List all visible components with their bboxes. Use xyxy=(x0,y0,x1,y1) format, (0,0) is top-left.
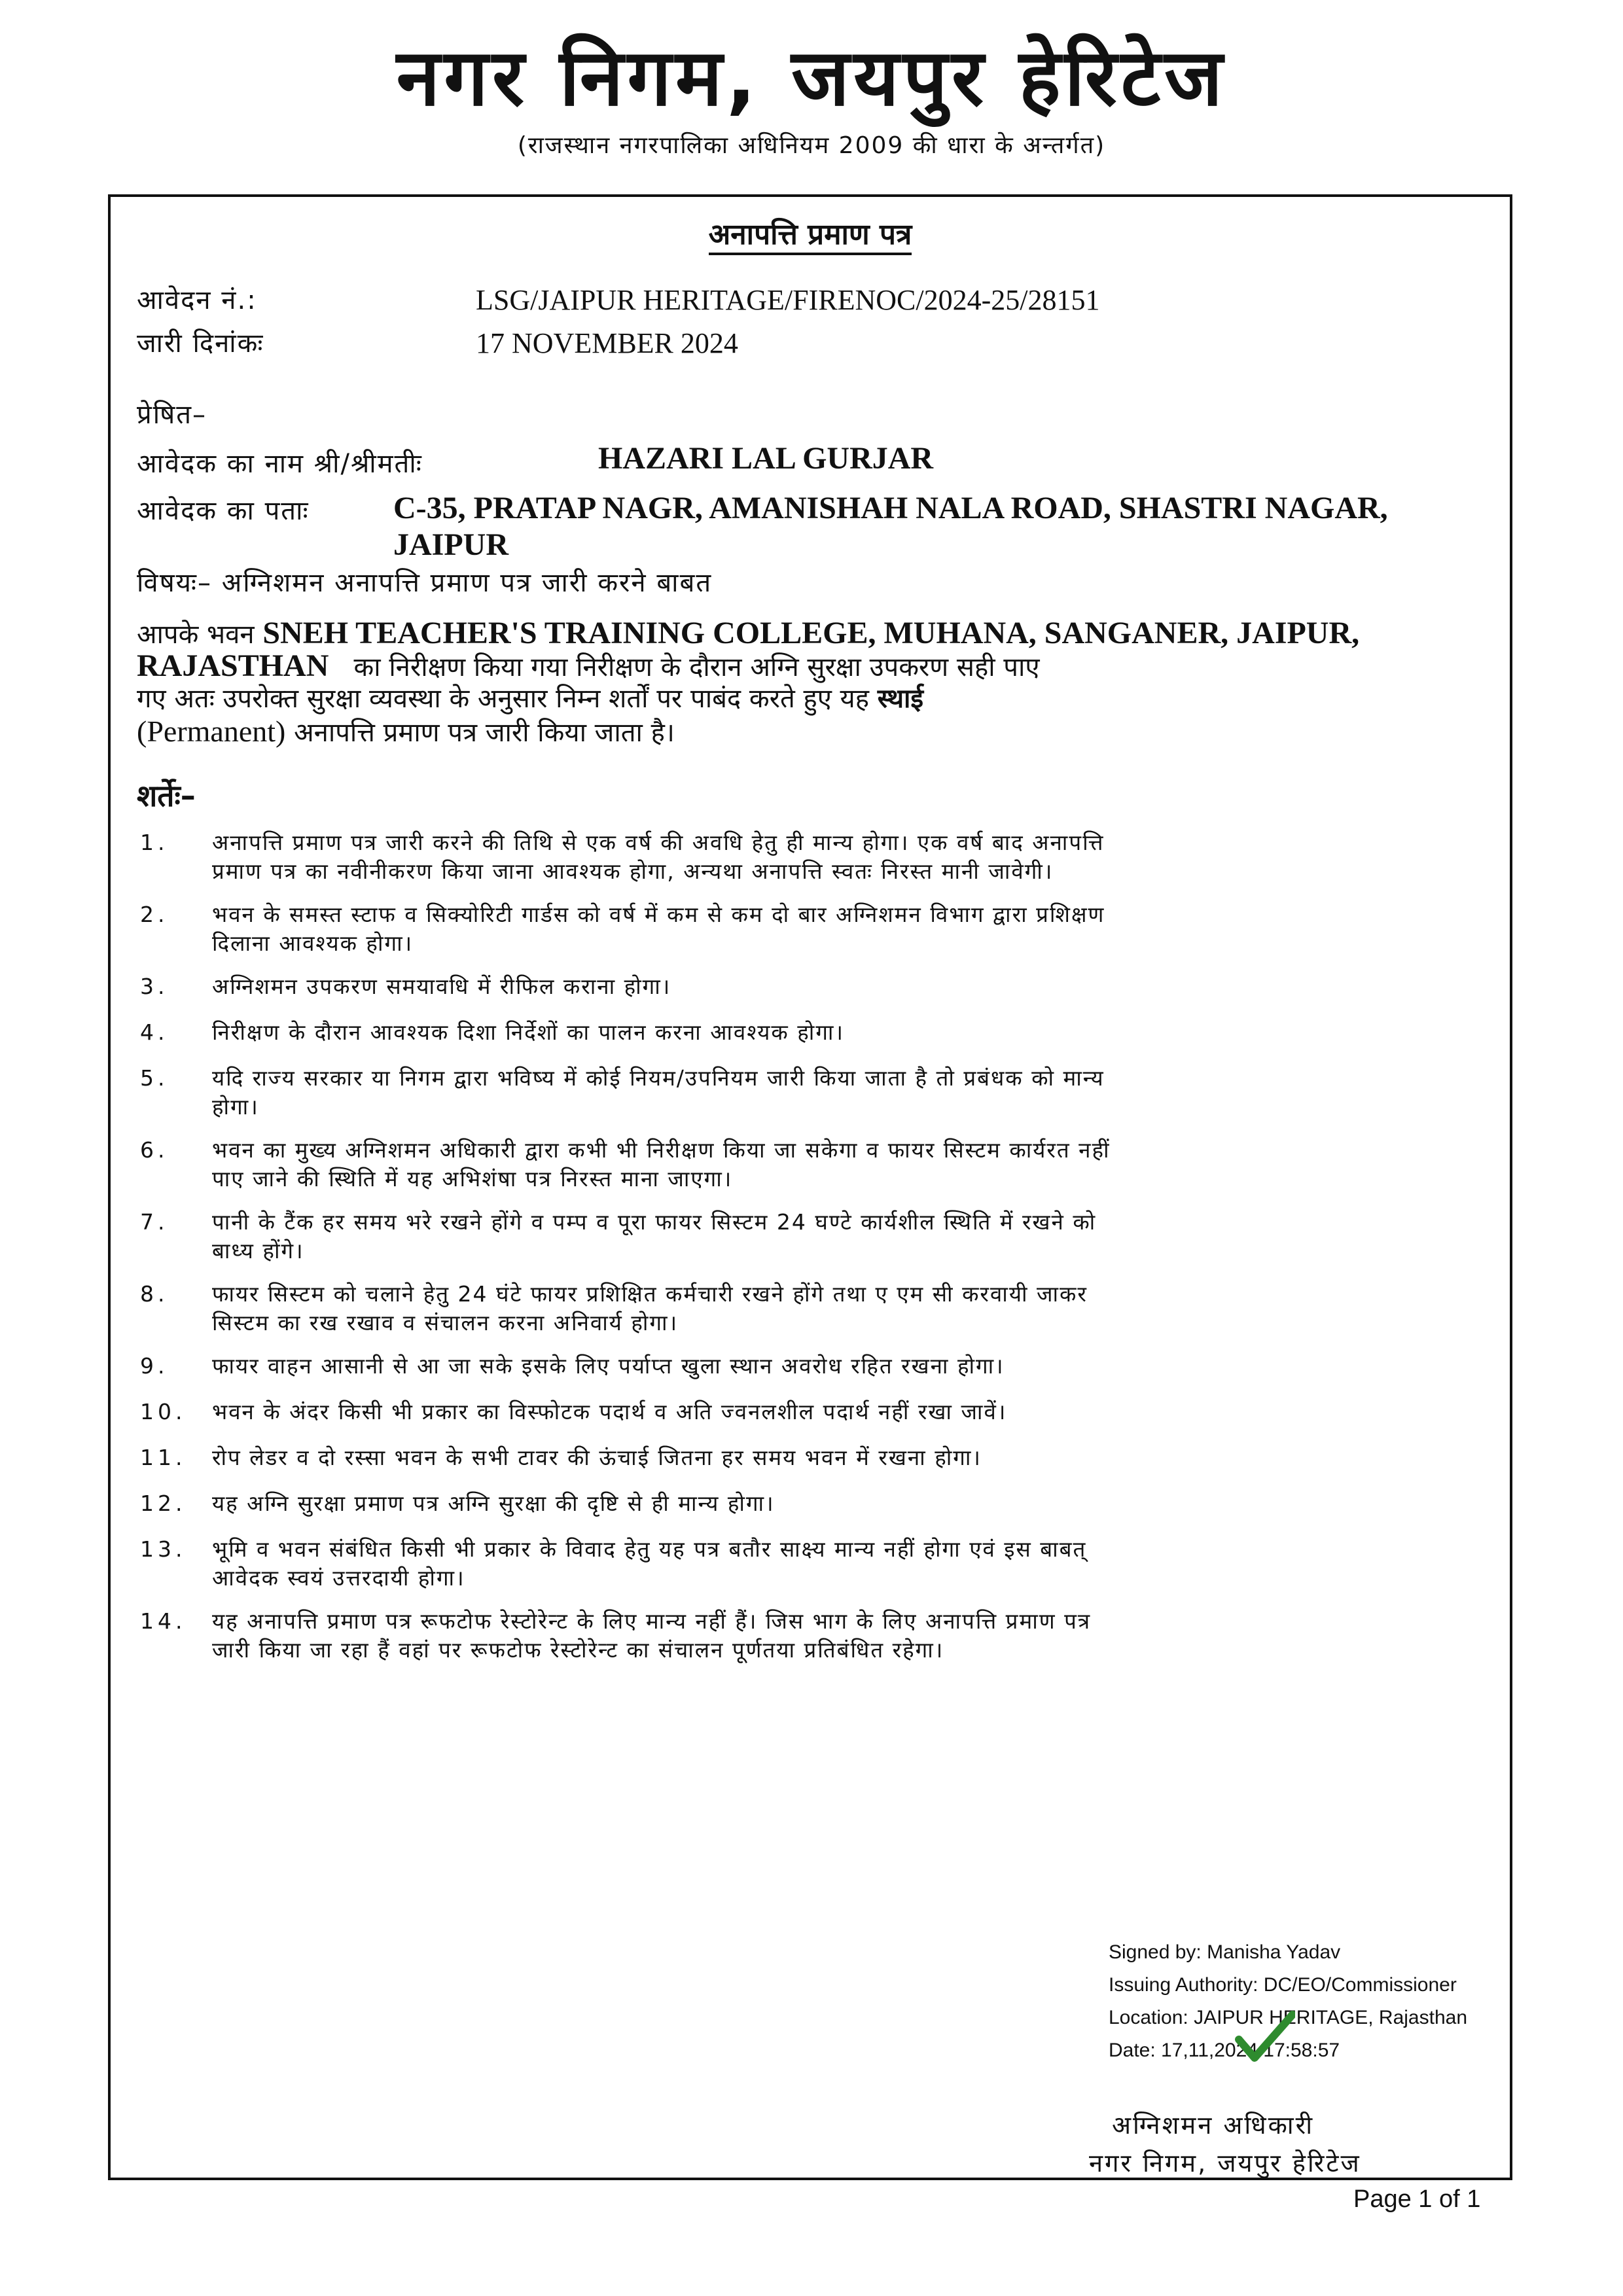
condition-item xyxy=(140,900,1475,958)
application-no: LSG/JAIPUR HERITAGE/FIRENOC/2024-25/28151 xyxy=(476,284,1100,316)
condition-line: अनापत्ति प्रमाण पत्र जारी करने की तिथि से एक वर्ष की अवधि हेतु ही मान्य होगा। एक वर्ष बाद अनापत्ति xyxy=(212,830,1105,855)
signing-location: Location: JAIPUR HERITAGE, Rajasthan xyxy=(1109,2007,1467,2028)
applicant-name: HAZARI LAL GURJAR xyxy=(598,441,934,476)
condition-item xyxy=(140,1489,1475,1518)
condition-line: भूमि व भवन संबंधित किसी भी प्रकार के विवाद हेतु यह पत्र बतौर साक्ष्य मान्य नहीं होगा एवं इस बाबत् xyxy=(212,1536,1087,1562)
application-no-label: आवेदन नं.: xyxy=(137,285,257,315)
condition-number: 1. xyxy=(140,830,169,855)
condition-line: पाए जाने की स्थिति में यह अभिशंषा पत्र निरस्त माना जाएगा। xyxy=(212,1166,733,1192)
condition-item xyxy=(140,1607,1475,1665)
condition-line: होगा। xyxy=(212,1094,259,1120)
subject-line: विषयः– अग्निशमन अनापत्ति प्रमाण पत्र जारी करने बाबत xyxy=(137,568,713,598)
body-line-1: आपके भवन SNEH TEACHER'S TRAINING COLLEGE, MUHANA, SANGANER, JAIPUR, xyxy=(137,616,1360,650)
condition-text xyxy=(212,1535,1442,1593)
condition-line: भवन का मुख्य अग्निशमन अधिकारी द्वारा कभी भी निरीक्षण किया जा सकेगा व फायर सिस्टम कार्यरत नहीं xyxy=(212,1137,1111,1163)
page-subtitle: (राजस्थान नगरपालिका अधिनियम 2009 की धारा के अन्तर्गत) xyxy=(517,132,1106,159)
building-name: SNEH TEACHER'S TRAINING COLLEGE, MUHANA, SANGANER, JAIPUR, xyxy=(262,616,1360,650)
condition-item xyxy=(140,1064,1475,1122)
condition-number: 7. xyxy=(140,1209,169,1235)
condition-item xyxy=(140,1443,1475,1472)
certificate-frame xyxy=(108,194,1512,2180)
officer-designation: अग्निशमन अधिकारी xyxy=(1112,2111,1315,2140)
condition-line: फायर वाहन आसानी से आ जा सके इसके लिए पर्याप्त खुला स्थान अवरोध रहित रखना होगा। xyxy=(212,1353,1005,1379)
condition-number: 9. xyxy=(140,1353,169,1379)
condition-text xyxy=(212,1607,1442,1665)
page-number: Page 1 of 1 xyxy=(1353,2185,1481,2213)
condition-number: 10. xyxy=(140,1399,187,1424)
applicant-name-label: आवेदक का नाम श्री/श्रीमतीः xyxy=(137,449,423,479)
condition-text xyxy=(212,1280,1442,1337)
condition-number: 13. xyxy=(140,1536,187,1562)
issue-date-label: जारी दिनांकः xyxy=(137,328,264,359)
condition-line: प्रमाण पत्र का नवीनीकरण किया जाना आवश्यक होगा, अन्यथा अनापत्ति स्वतः निरस्त मानी जावेगी। xyxy=(212,858,1054,884)
condition-item xyxy=(140,1352,1475,1381)
signed-by: Signed by: Manisha Yadav xyxy=(1109,1941,1341,1963)
issue-date: 17 NOVEMBER 2024 xyxy=(476,327,738,359)
certificate-heading: अनापत्ति प्रमाण पत्र xyxy=(111,215,1510,255)
officer-office: नगर निगम, जयपुर हेरिटेज xyxy=(1089,2149,1361,2178)
permanent-word: स्थाई xyxy=(877,684,924,714)
condition-line: अग्निशमन उपकरण समयावधि में रीफिल कराना होगा। xyxy=(212,974,671,999)
condition-text xyxy=(212,1398,1442,1426)
condition-line: बाध्य होंगे। xyxy=(212,1238,304,1263)
condition-number: 5. xyxy=(140,1065,169,1091)
condition-text xyxy=(212,1064,1442,1122)
condition-item xyxy=(140,1208,1475,1265)
condition-number: 6. xyxy=(140,1137,169,1163)
issuing-authority: Issuing Authority: DC/EO/Commissioner xyxy=(1109,1974,1457,1996)
condition-text xyxy=(212,1489,1442,1518)
condition-item xyxy=(140,828,1475,886)
page-title: नगर निगम, जयपुर हेरिटेज xyxy=(396,33,1227,124)
condition-item xyxy=(140,1018,1475,1047)
condition-text xyxy=(212,972,1442,1001)
condition-line: भवन के समस्त स्टाफ व सिक्योरिटी गार्डस को वर्ष में कम से कम दो बार अग्निशमन विभाग द्वारा प्रशिक्षण xyxy=(212,902,1105,927)
condition-text xyxy=(212,900,1442,958)
condition-item xyxy=(140,972,1475,1001)
condition-line: यदि राज्य सरकार या निगम द्वारा भविष्य में कोई नियम/उपनियम जारी किया जाता है तो प्रबंधक को मान्य xyxy=(212,1065,1105,1091)
condition-line: आवेदक स्वयं उत्तरदायी होगा। xyxy=(212,1565,465,1591)
applicant-address-label: आवेदक का पताः xyxy=(137,496,310,526)
condition-line: दिलाना आवश्यक होगा। xyxy=(212,930,414,956)
condition-text xyxy=(212,1136,1442,1193)
condition-line: फायर सिस्टम को चलाने हेतु 24 घंटे फायर प्रशिक्षित कर्मचारी रखने होंगे तथा ए एम सी करवायी जाकर xyxy=(212,1281,1088,1307)
condition-number: 8. xyxy=(140,1281,169,1307)
signing-date: Date: 17,11,2024 17:58:57 xyxy=(1109,2040,1340,2061)
condition-text xyxy=(212,1352,1442,1381)
condition-line: भवन के अंदर किसी भी प्रकार का विस्फोटक पदार्थ व अति ज्वनलशील पदार्थ नहीं रखा जावें। xyxy=(212,1399,1007,1424)
condition-line: यह अनापत्ति प्रमाण पत्र रूफटोफ रेस्टोरेन्ट के लिए मान्य नहीं हैं। जिस भाग के लिए अनापत्ति प्रमाण पत्र xyxy=(212,1608,1092,1634)
condition-line: रोप लेडर व दो रस्सा भवन के सभी टावर की ऊंचाई जितना हर समय भवन में रखना होगा। xyxy=(212,1445,982,1470)
condition-line: यह अग्नि सुरक्षा प्रमाण पत्र अग्नि सुरक्षा की दृष्टि से ही मान्य होगा। xyxy=(212,1491,775,1516)
condition-item xyxy=(140,1136,1475,1193)
condition-item xyxy=(140,1280,1475,1337)
building-state: RAJASTHAN xyxy=(137,648,329,683)
condition-text xyxy=(212,1443,1442,1472)
condition-number: 4. xyxy=(140,1019,169,1045)
body-line-2: RAJASTHAN का निरीक्षण किया गया निरीक्षण के दौरान अग्नि सुरक्षा उपकरण सही पाए xyxy=(137,648,1040,683)
condition-line: निरीक्षण के दौरान आवश्यक दिशा निर्देशों का पालन करना आवश्यक होगा। xyxy=(212,1019,844,1045)
condition-number: 11. xyxy=(140,1445,187,1470)
sent-to-label: प्रेषित– xyxy=(137,400,207,430)
condition-number: 3. xyxy=(140,974,169,999)
condition-line: जारी किया जा रहा हैं वहां पर रूफटोफ रेस्टोरेन्ट का संचालन पूर्णतया प्रतिबंधित रहेगा। xyxy=(212,1637,944,1663)
condition-number: 2. xyxy=(140,902,169,927)
applicant-address-line2: JAIPUR xyxy=(393,527,508,562)
condition-text xyxy=(212,1208,1442,1265)
condition-text xyxy=(212,1018,1442,1047)
condition-number: 14. xyxy=(140,1608,187,1634)
condition-item xyxy=(140,1398,1475,1426)
condition-item xyxy=(140,1535,1475,1593)
body-line-4: (Permanent) अनापत्ति प्रमाण पत्र जारी किया जाता है। xyxy=(137,715,675,748)
condition-line: पानी के टैंक हर समय भरे रखने होंगे व पम्प व पूरा फायर सिस्टम 24 घण्टे कार्यशील स्थिति में रखने को xyxy=(212,1209,1097,1235)
condition-line: सिस्टम का रख रखाव व संचालन करना अनिवार्य होगा। xyxy=(212,1310,679,1335)
conditions-title: शर्तेः– xyxy=(137,778,196,813)
condition-text xyxy=(212,828,1442,886)
applicant-address-line1: C-35, PRATAP NAGR, AMANISHAH NALA ROAD, SHASTRI NAGAR, xyxy=(393,491,1388,525)
body-line-3: गए अतः उपरोक्त सुरक्षा व्यवस्था के अनुसार निम्न शर्तों पर पाबंद करते हुए यह स्थाई xyxy=(137,684,924,714)
check-icon xyxy=(1235,2011,1295,2063)
condition-number: 12. xyxy=(140,1491,187,1516)
